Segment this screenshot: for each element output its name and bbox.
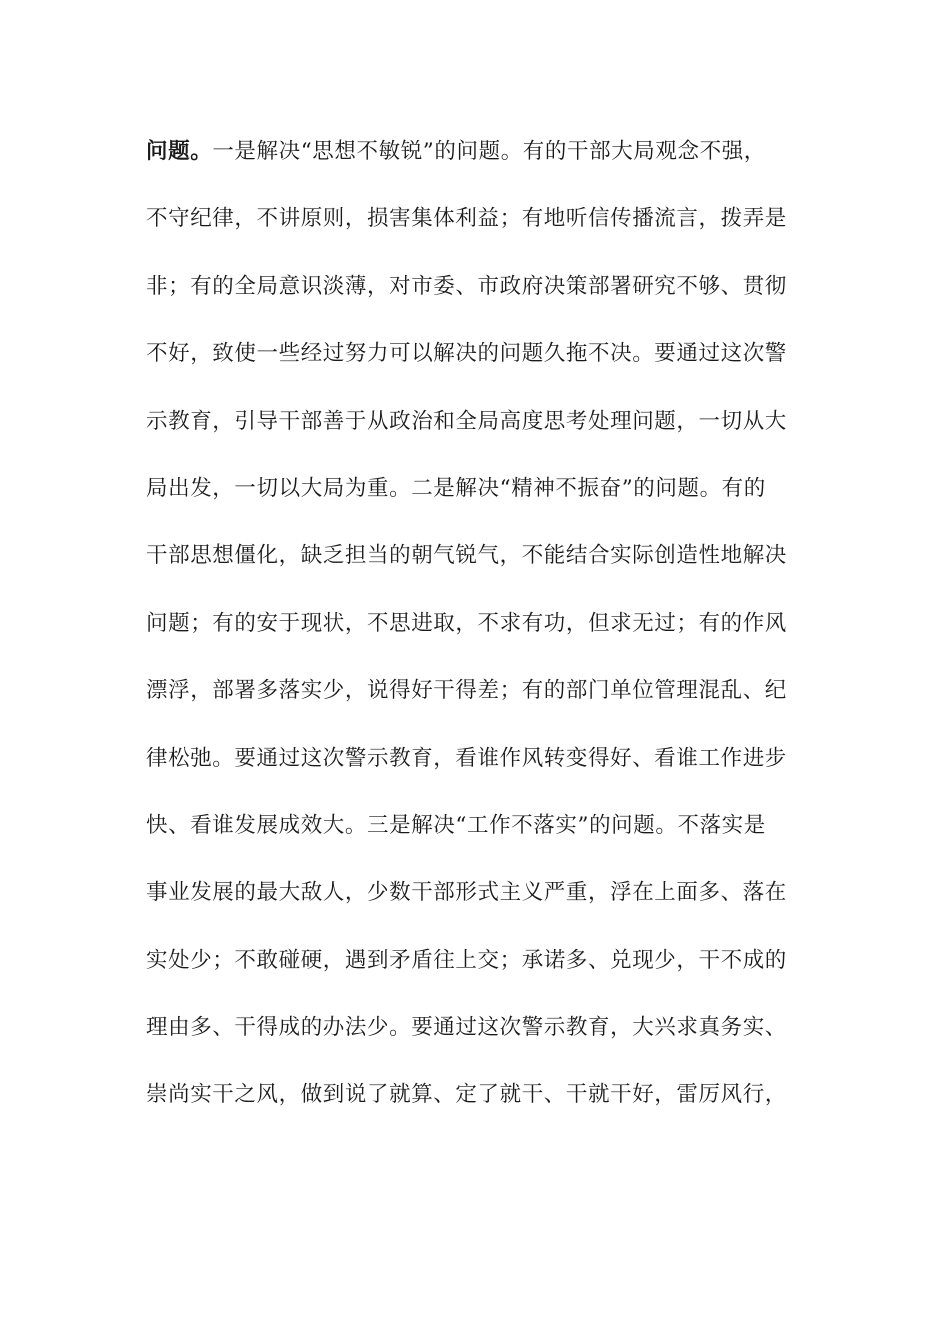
text-line-12: 事业发展的最大敌人，少数干部形式主义严重，浮在上面多、落在 (146, 880, 787, 906)
text-line-4: 不好，致使一些经过努力可以解决的问题久拖不决。要通过这次警 (146, 341, 787, 367)
text-line-10: 律松弛。要通过这次警示教育，看谁作风转变得好、看谁工作进步 (146, 745, 787, 771)
text-line-6: 局出发，一切以大局为重。二是解决“精神不振奋”的问题。有的 (146, 475, 766, 501)
text-line-7: 干部思想僵化，缺乏担当的朝气锐气，不能结合实际创造性地解决 (146, 543, 787, 569)
body-text (146, 128, 806, 1139)
text-line-13: 实处少；不敢碰硬，遇到矛盾往上交；承诺多、兑现少，干不成的 (146, 947, 787, 973)
bold-lead: 问题。 (146, 139, 213, 164)
text-line-11: 快、看谁发展成效大。三是解决“工作不落实”的问题。不落实是 (146, 812, 766, 838)
text-line-14: 理由多、干得成的办法少。要通过这次警示教育，大兴求真务实、 (146, 1015, 787, 1041)
text-line-8: 问题；有的安于现状，不思进取，不求有功，但求无过；有的作风 (146, 610, 787, 636)
text-line-5: 示教育，引导干部善于从政治和全局高度思考处理问题，一切从大 (146, 408, 787, 434)
text-line-3: 非；有的全局意识淡薄，对市委、市政府决策部署研究不够、贯彻 (146, 273, 787, 299)
text-line-9: 漂浮，部署多落实少，说得好干得差；有的部门单位管理混乱、纪 (146, 678, 787, 704)
text-line-1-rest: 一是解决“思想不敏锐”的问题。有的干部大局观念不强， (212, 139, 766, 164)
text-line-2: 不守纪律，不讲原则，损害集体利益；有地听信传播流言，拨弄是 (146, 206, 787, 232)
text-line-1 (146, 128, 806, 195)
text-line-15: 崇尚实干之风，做到说了就算、定了就干、干就干好，雷厉风行， (146, 1082, 787, 1108)
